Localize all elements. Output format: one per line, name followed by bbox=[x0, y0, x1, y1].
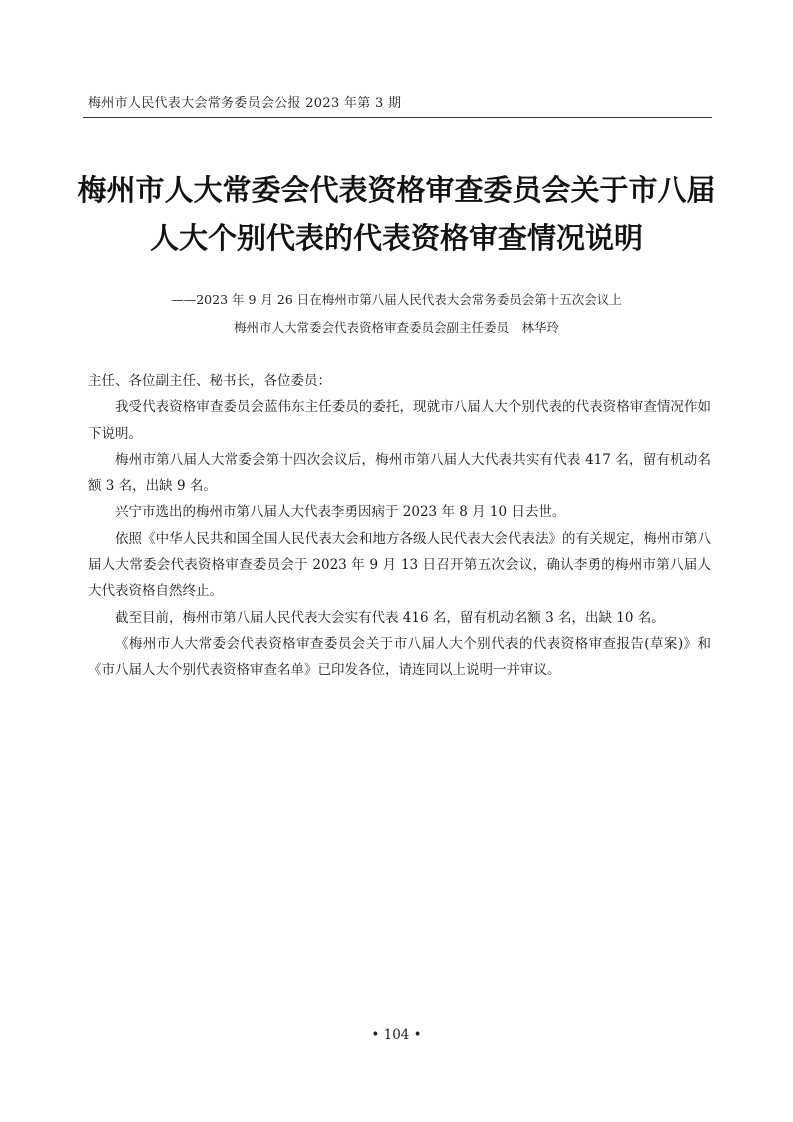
meeting-info: ——2023 年 9 月 26 日在梅州市第八届人民代表大会常务委员会第十五次会议上 bbox=[171, 292, 622, 307]
title-line-1: 梅州市人大常委会代表资格审查委员会关于市八届 bbox=[77, 173, 716, 207]
paragraph-current-count: 截至目前，梅州市第八届人民代表大会实有代表 416 名，留有机动名额 3 名，出缺 10 名。 bbox=[115, 609, 665, 626]
paragraph-entrustment: 我受代表资格审查委员会蓝伟东主任委员的委托，现就市八届人大个别代表的代表资格审查情况作如下说明。 bbox=[88, 399, 711, 442]
document-title bbox=[60, 166, 733, 262]
paragraph-closing: 《梅州市人大常委会代表资格审查委员会关于市八届人大个别代表的代表资格审查报告(草案)》和《市八届人大个别代表资格审查名单》已印发各位，请连同以上说明一并审议。 bbox=[88, 635, 711, 679]
header-divider bbox=[83, 117, 712, 118]
salutation: 主任、各位副主任、秘书长，各位委员： bbox=[88, 373, 331, 389]
page-number: • 104 • bbox=[371, 1027, 422, 1043]
document-body bbox=[88, 368, 711, 684]
paragraph-deceased-representative: 兴宁市选出的梅州市第八届人大代表李勇因病于 2023 年 8 月 10 日去世。 bbox=[115, 504, 566, 521]
paragraph-legal-basis: 依照《中华人民共和国全国人民代表大会和地方各级人民代表大会代表法》的有关规定，梅州市第八届人大常委会代表资格审查委员会于 2023 年 9 月 13 日召开第五次会议，确认李勇的梅州市第八届人大代表资格自然终止。 bbox=[88, 530, 711, 600]
title-line-2: 人大个别代表的代表资格审查情况说明 bbox=[149, 221, 643, 255]
paragraph-representative-count: 梅州市第八届人大常委会第十四次会议后，梅州市第八届人大代表共实有代表 417 名，留有机动名额 3 名，出缺 9 名。 bbox=[88, 451, 711, 495]
publication-header: 梅州市人民代表大会常务委员会公报 2023 年第 3 期 bbox=[88, 96, 402, 111]
speaker-info: 梅州市人大常委会代表资格审查委员会副主任委员 林华玲 bbox=[233, 320, 559, 335]
